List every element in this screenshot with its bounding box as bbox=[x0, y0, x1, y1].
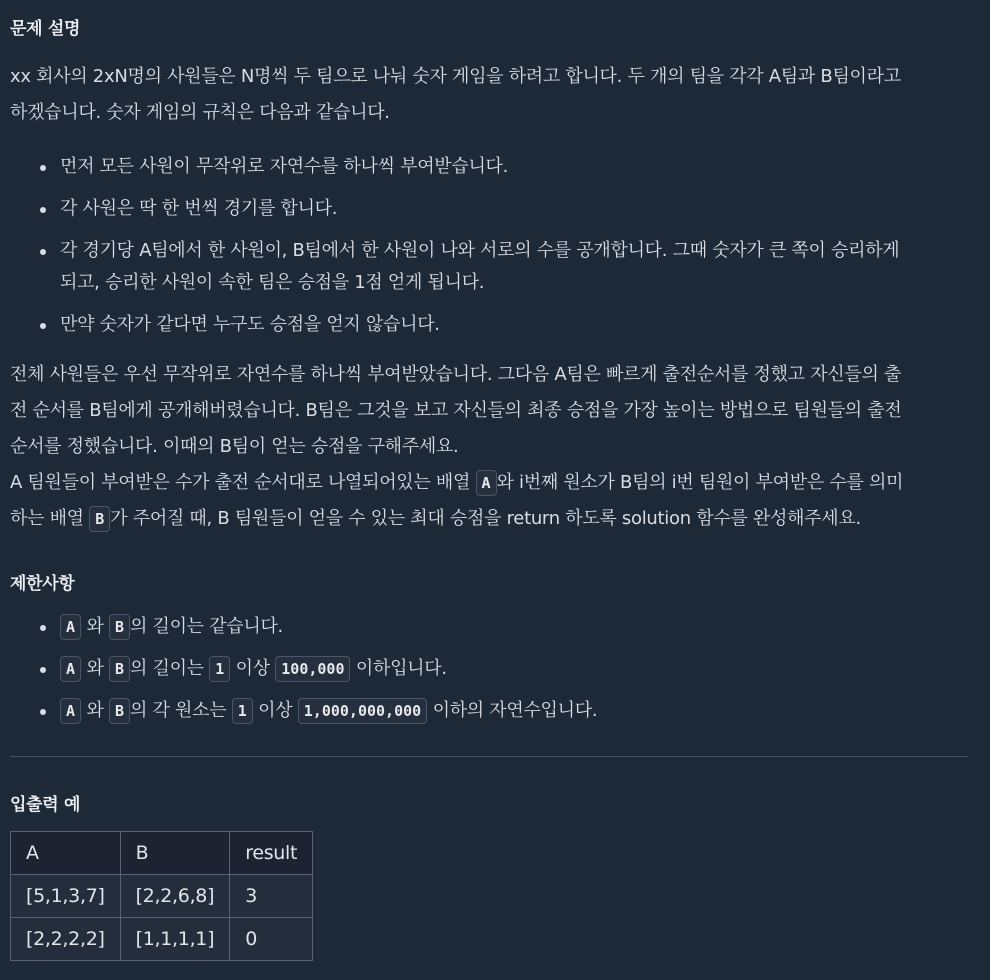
table-header-cell: result bbox=[230, 832, 313, 875]
table-cell: 3 bbox=[230, 875, 313, 918]
constraint-item bbox=[36, 653, 966, 685]
table-cell: [1,1,1,1] bbox=[120, 918, 230, 961]
code-a: A bbox=[476, 470, 497, 496]
task-text: 하는 배열 bbox=[10, 508, 90, 529]
examples-title: 입출력 예 bbox=[10, 795, 81, 815]
rule-item bbox=[36, 151, 966, 183]
constraint-text: 와 bbox=[86, 658, 104, 679]
description-line: 전 순서를 B팀에게 공개해버렸습니다. B팀은 그것을 보고 자신들의 최종 승점을 가장 높이는 방법으로 팀원들의 출전 bbox=[10, 400, 902, 421]
task-text: 와 i번째 원소가 B팀의 i번 팀원이 부여받은 수를 의미 bbox=[496, 472, 904, 493]
table-header-cell: B bbox=[120, 832, 230, 875]
intro-paragraph bbox=[10, 59, 970, 131]
rules-list bbox=[36, 151, 966, 351]
task-text: 가 주어질 때, B 팀원들이 얻을 수 있는 최대 승점을 return 하도록 solution 함수를 완성해주세요. bbox=[110, 508, 861, 529]
table-cell: [2,2,6,8] bbox=[120, 875, 230, 918]
table-cell: [2,2,2,2] bbox=[11, 918, 121, 961]
constraint-text: 와 bbox=[86, 616, 104, 637]
constraint-item bbox=[36, 611, 966, 643]
constraint-text: 이상 bbox=[235, 658, 270, 679]
code-max: 100,000 bbox=[275, 656, 350, 682]
code-a: A bbox=[60, 698, 81, 724]
rule-text: 먼저 모든 사원이 무작위로 자연수를 하나씩 부여받습니다. bbox=[60, 156, 509, 177]
table-cell: 0 bbox=[230, 918, 313, 961]
code-max: 1,000,000,000 bbox=[298, 698, 427, 724]
intro-line: 하겠습니다. 숫자 게임의 규칙은 다음과 같습니다. bbox=[10, 102, 390, 123]
code-a: A bbox=[60, 656, 81, 682]
intro-line: xx 회사의 2xN명의 사원들은 N명씩 두 팀으로 나눠 숫자 게임을 하려고 합니다. 두 개의 팀을 각각 A팀과 B팀이라고 bbox=[10, 66, 901, 87]
constraint-text: 의 길이는 bbox=[130, 658, 204, 679]
rule-text: 각 경기당 A팀에서 한 사원이, B팀에서 한 사원이 나와 서로의 수를 공개합니다. 그때 숫자가 큰 쪽이 승리하게 bbox=[60, 240, 900, 261]
constraint-text: 의 각 원소는 bbox=[130, 700, 227, 721]
constraint-text: 이하의 자연수입니다. bbox=[432, 700, 598, 721]
rule-item bbox=[36, 193, 966, 225]
rule-item bbox=[36, 309, 966, 341]
rule-text: 되고, 승리한 사원이 속한 팀은 승점을 1점 얻게 됩니다. bbox=[60, 272, 485, 293]
problem-title: 문제 설명 bbox=[10, 19, 81, 39]
constraint-text: 의 길이는 같습니다. bbox=[130, 616, 283, 637]
rule-text: 각 사원은 딱 한 번씩 경기를 합니다. bbox=[60, 198, 338, 219]
constraint-text: 와 bbox=[86, 700, 104, 721]
code-min: 1 bbox=[209, 656, 230, 682]
code-a: A bbox=[60, 614, 81, 640]
rule-item bbox=[36, 235, 966, 299]
code-min: 1 bbox=[232, 698, 253, 724]
examples-table bbox=[10, 831, 313, 961]
description-line: 순서를 정했습니다. 이때의 B팀이 얻는 승점을 구해주세요. bbox=[10, 436, 459, 457]
rule-text: 만약 숫자가 같다면 누구도 승점을 얻지 않습니다. bbox=[60, 314, 440, 335]
task-paragraph bbox=[10, 465, 970, 537]
constraint-item bbox=[36, 695, 966, 727]
code-b: B bbox=[109, 698, 130, 724]
table-header-row bbox=[11, 832, 313, 875]
table-header-cell: A bbox=[11, 832, 121, 875]
code-b: B bbox=[109, 614, 130, 640]
table-row bbox=[11, 918, 313, 961]
constraint-text: 이하입니다. bbox=[355, 658, 447, 679]
description-line: 전체 사원들은 우선 무작위로 자연수를 하나씩 부여받았습니다. 그다음 A팀은 빠르게 출전순서를 정했고 자신들의 출 bbox=[10, 364, 902, 385]
constraints-title: 제한사항 bbox=[10, 574, 75, 594]
task-line bbox=[10, 465, 970, 501]
code-b: B bbox=[89, 506, 110, 532]
task-line bbox=[10, 501, 970, 537]
task-text: A 팀원들이 부여받은 수가 출전 순서대로 나열되어있는 배열 bbox=[10, 472, 476, 493]
constraints-list bbox=[36, 611, 966, 737]
code-b: B bbox=[109, 656, 130, 682]
section-divider bbox=[10, 756, 968, 757]
description-paragraph bbox=[10, 357, 970, 465]
constraint-text: 이상 bbox=[258, 700, 293, 721]
table-row bbox=[11, 875, 313, 918]
table-cell: [5,1,3,7] bbox=[11, 875, 121, 918]
